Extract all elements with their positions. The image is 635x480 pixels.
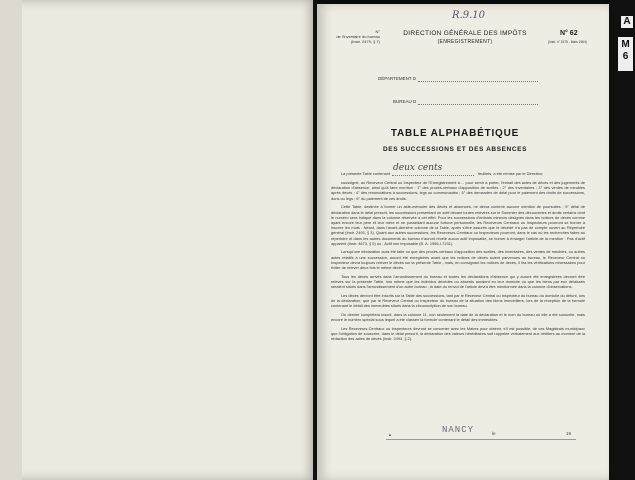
inventory-note-line3: (Instr. 2479, § 7) bbox=[350, 39, 380, 44]
page-edge bbox=[609, 0, 635, 480]
inventory-note-line1: N° bbox=[375, 29, 380, 34]
footer-arrow: ▲ bbox=[388, 432, 392, 437]
main-subtitle: DES SUCCESSIONS ET DES ABSENCES bbox=[382, 146, 528, 153]
bureau-field-line bbox=[418, 104, 538, 105]
department-label: DÉPARTEMENT D bbox=[378, 76, 417, 81]
paragraph-1: soussigné, au Receveur Central ou Inspecteur de l'Enregistrement à ... pour servir à porter, l'extrait des actes de décès et des jugements de déclaration d'absence, ainsi qu'à faire mention : 1° des procès-verbaux d'apposition de scellés ; 2° des inventaires ; 3° des ventes de meubles après décès ; 4° des renonciations à successions, legs ou communautés ; 5° des demandes de délai pour le paiement des droits de successions, dons ou legs ; 6° du paiement de ces droits. bbox=[331, 180, 585, 201]
binding-tape bbox=[0, 0, 22, 480]
department-field-line bbox=[418, 81, 538, 82]
count-field-line bbox=[392, 175, 474, 176]
footer-place-stamp: NANCY bbox=[442, 425, 475, 435]
intro-text-before: La présente Table contenant bbox=[341, 171, 391, 176]
index-tab-b-line1: M bbox=[621, 39, 630, 50]
form-number-note: (Instr. n° 2475 - Mars 1964) bbox=[548, 40, 587, 44]
index-tab-b bbox=[618, 37, 633, 71]
footer-date-prefix: le bbox=[492, 431, 496, 436]
header-title: DIRECTION GÉNÉRALE DES IMPÔTS bbox=[403, 30, 527, 37]
handwritten-count: deux cents bbox=[393, 163, 443, 173]
bureau-label: BUREAU D bbox=[393, 99, 417, 104]
document-header bbox=[380, 30, 550, 45]
header-subtitle: (ENREGISTREMENT) bbox=[437, 39, 493, 45]
index-tab-b-line2: 6 bbox=[622, 51, 629, 62]
paragraph-5: Les décès devront être inscrits sur la Table des successions, tant par le Receveur Central ou Inspecteur du bureau du domicile du défunt, lors de la déclaration, que par le Receveur Central ou Inspecteur du bureau de la situation des biens immobiliers, lors de la réception de la formule contenant le détail des immeubles situés dans la circonscription de son bureau. bbox=[331, 292, 585, 309]
call-number: R.9.10 bbox=[452, 10, 485, 21]
instructions-body bbox=[331, 180, 585, 345]
inventory-note bbox=[330, 29, 380, 44]
paragraph-3: Lorsqu'une déclaration aura été faite ou que des procès-verbaux d'apposition des scellés, des inventaires, des ventes de meubles, ou autres actes relatifs à une succession, auront été enregistrés avant que les notices de décès soient parvenues au bureau, le Receveur Central ou Inspecteur devra toujours relever le décès sur la présente Table ; mais, en consignant les notices de décès, il lira les vérifications nécessaires pour éviter de relever deux fois le même décès. bbox=[331, 249, 585, 271]
footer-year: 19 bbox=[566, 431, 572, 436]
main-title: TABLE ALPHABÉTIQUE bbox=[390, 128, 520, 139]
intro-text-after: feuillets, a été remise par le Directeur, bbox=[478, 171, 544, 176]
index-tab-a: A bbox=[621, 16, 633, 28]
footer-line bbox=[386, 439, 576, 440]
paragraph-6: On dernier complétera inscrit, dans la colonne 11, non seulement la date de la déclaration et le nom du bureau où elle a été souscrite, mais encore le numéro spécial sous lequel a été classée la formule contenant le détail des immeubles. bbox=[331, 311, 585, 323]
left-page bbox=[0, 0, 316, 480]
paragraph-4: Tous les décès arrivés dans l'arrondissement du bureau et toutes les déclarations d'absence qui y auront été enregistrées devront être relevés sur la présente Table, lors même que les individus décédés ou absents auraient eu leur domicile ou que les biens par eux délaissés seraient situés dans l'arrondissement d'un autre bureau ; la date du renvoi de l'article devra être mentionnée dans la colonne d'observations. bbox=[331, 273, 585, 290]
paragraph-2: Cette Table, destinée à former un aide-mémoire des décès et absences, ne devra contenir aucune mention de poursuites ; 5° délai de déclaration dans le délai prescrit, les successions présentant un actif devant toutes relevées sur le Sommier des découvertes et droits certains dont le numéro sera indiqué dans la colonne réservée à cet effet. Pour les successions d'enfants mineurs désignés dans les notices de décès comme ayant encore leur père et leur mère et ne possédant aucune fortune personnelle, les Receveurs Centraux ou Inspecteurs pourront se borner à inscrire les mots : Néant, dans l'avant-dernière colonne de la Table, après s'être assurés que le décédé n'a pas de compte ouvert au Répertoire général (Instr. 2493, § 3). Quant aux autres successions, les Receveurs-Centraux ou Inspecteurs pourront, dans le cas où les recherches faites au répertoire et dans les autres documents du bureau n'auront révélé aucun actif imposable, se borner à émarger l'article de la mention : Pas d'actif apparent (Instr. 4673, § 5) ou : Actif non imposable (B. A. 1956-I-7231). bbox=[331, 204, 585, 246]
paragraph-7: Les Receveurs-Centraux ou Inspecteurs devront se concerter avec les Maires pour obtenir, s'il est possible, de ces Magistrats municipaux que l'obligation de souscrire, dans le délai prescrit, la déclaration des valeurs héréditaires soit rappelée verbalement aux héritiers au moment de la rédaction des actes de décès (Instr. 2493, § 2). bbox=[331, 325, 585, 342]
form-number: N° 62 bbox=[560, 30, 578, 37]
inventory-note-line2: de l'inventaire du bureau bbox=[336, 34, 380, 39]
